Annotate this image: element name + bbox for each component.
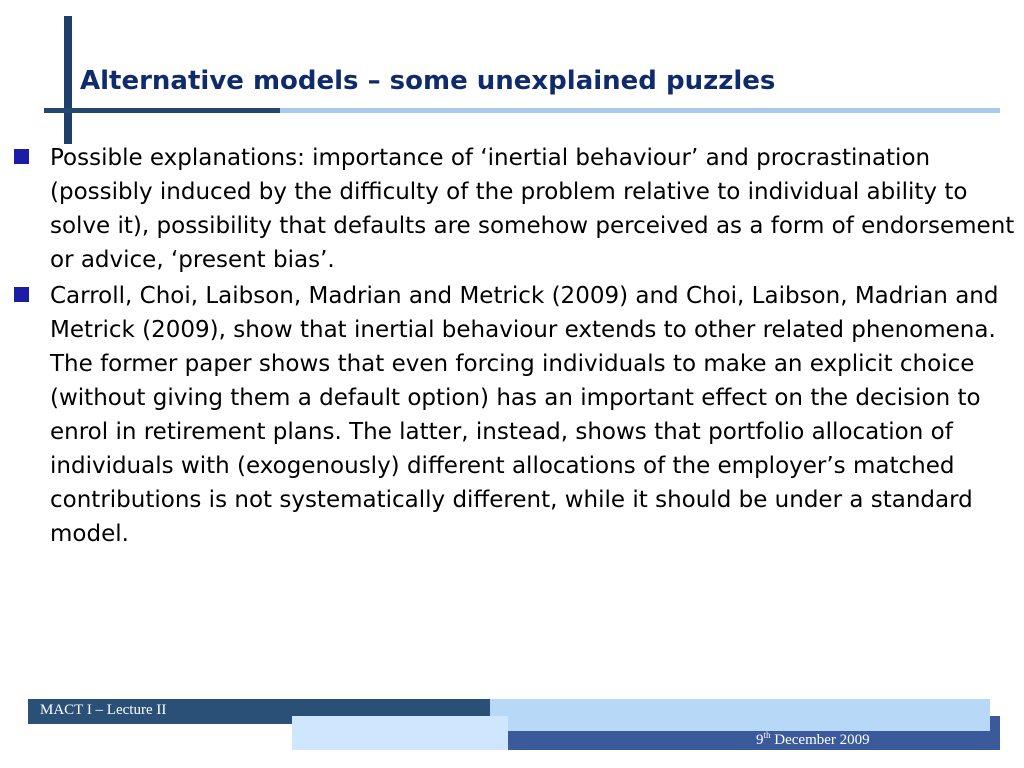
bullet-text: Carroll, Choi, Laibson, Madrian and Metrick (2009) and Choi, Laibson, Madrian and Metrick (2009), show that inertial behaviour extends to other related phenomena. The former paper shows that even forcing individuals to make an explicit choice (without giving them a default option) has an important effect on the decision to enrol in retirement plans. The latter, instead, shows that portfolio allocation of individuals with (exogenously) different allocations of the employer’s matched contributions is not systematically different, while it should be under a standard model. xyxy=(50,283,999,547)
date-day: 9 xyxy=(756,732,764,748)
square-bullet-icon xyxy=(14,287,29,302)
footer-date xyxy=(756,730,870,749)
bullet-item xyxy=(14,141,1018,277)
slide-number: 36 xyxy=(44,731,61,748)
bullet-list xyxy=(14,141,1018,553)
footer-course-label: MACT I – Lecture II xyxy=(40,702,167,718)
date-suffix: th xyxy=(763,730,771,740)
footer-light-band-top xyxy=(490,699,990,731)
date-month-year: December 2009 xyxy=(770,732,870,748)
bullet-item xyxy=(14,279,1018,551)
footer-blue-band xyxy=(508,731,990,750)
square-bullet-icon xyxy=(14,149,29,164)
bullet-text: Possible explanations: importance of ‘inertial behaviour’ and procrastination (possibly induced by the difficulty of the problem relative to individual ability to solve it), possibility that defaults are somehow perceived as a form of endorsement or advice, ‘present bias’. xyxy=(50,145,1015,273)
title-underline-light xyxy=(280,108,1000,113)
slide-title: Alternative models – some unexplained puzzles xyxy=(80,66,776,96)
footer-blue-edge xyxy=(990,716,1000,750)
title-vertical-accent-bar xyxy=(64,16,72,144)
title-underline-dark xyxy=(44,108,280,113)
footer-light-band-bottom xyxy=(292,716,508,750)
